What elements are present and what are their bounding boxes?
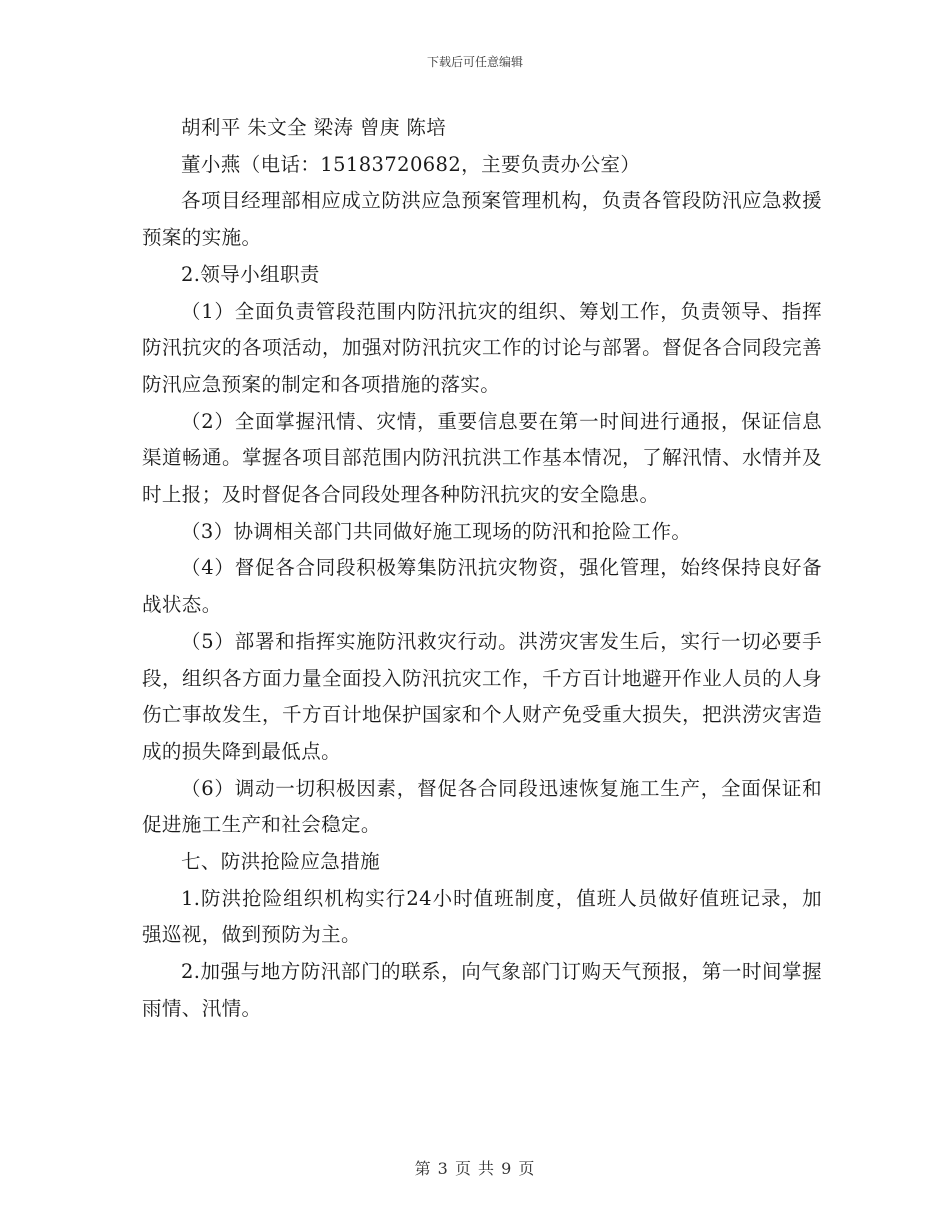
page-header: 下载后可任意编辑: [426, 55, 523, 69]
paragraph-contact: 董小燕（电话：15183720682，主要负责办公室）: [181, 152, 641, 176]
section-heading-measures: 七、防洪抢险应急措施: [181, 850, 381, 874]
paragraph-duty-1: （1）全面负责管段范围内防汛抗灾的组织、筹划工作，负责领导、指挥防汛抗灾的各项活动，加强对防汛抗灾工作的讨论与部署。督促各合同段完善防汛应急预案的制定和各项措施的落实。: [142, 299, 822, 396]
paragraph-measure-2: 2.加强与地方防汛部门的联系，向气象部门订购天气预报，第一时间掌握雨情、汛情。: [142, 960, 822, 1020]
paragraph-measure-1: 1.防洪抢险组织机构实行24小时值班制度，值班人员做好值班记录，加强巡视，做到预防为主。: [142, 886, 822, 947]
paragraph-duty-4: （4）督促各合同段积极筹集防汛抗灾物资，强化管理，始终保持良好备战状态。: [142, 556, 822, 617]
page-footer: 第 3 页 共 9 页: [414, 1159, 536, 1178]
section-heading-duties: 2.领导小组职责: [181, 262, 320, 286]
paragraph-duty-3: （3）协调相关部门共同做好施工现场的防汛和抢险工作。: [181, 519, 692, 543]
paragraph-members: 胡利平 朱文全 梁涛 曾庚 陈培: [181, 116, 447, 139]
paragraph-duty-6: （6）调动一切积极因素，督促各合同段迅速恢复施工生产，全面保证和促进施工生产和社会稳定。: [142, 776, 822, 837]
paragraph-duty-2: （2）全面掌握汛情、灾情，重要信息要在第一时间进行通报，保证信息渠道畅通。掌握各项目部范围内防汛抗洪工作基本情况，了解汛情、水情并及时上报；及时督促各合同段处理各种防汛抗灾的安全隐患。: [142, 409, 822, 507]
document-body: [142, 110, 822, 1028]
paragraph-duty-5: （5）部署和指挥实施防汛救灾行动。洪涝灾害发生后，实行一切必要手段，组织各方面力量全面投入防汛抗灾工作，千方百计地避开作业人员的人身伤亡事故发生，千方百计地保护国家和个人财产免受重大损失，把洪涝灾害造成的损失降到最低点。: [142, 629, 822, 763]
paragraph-project-org: 各项目经理部相应成立防洪应急预案管理机构，负责各管段防汛应急救援预案的实施。: [142, 189, 822, 250]
